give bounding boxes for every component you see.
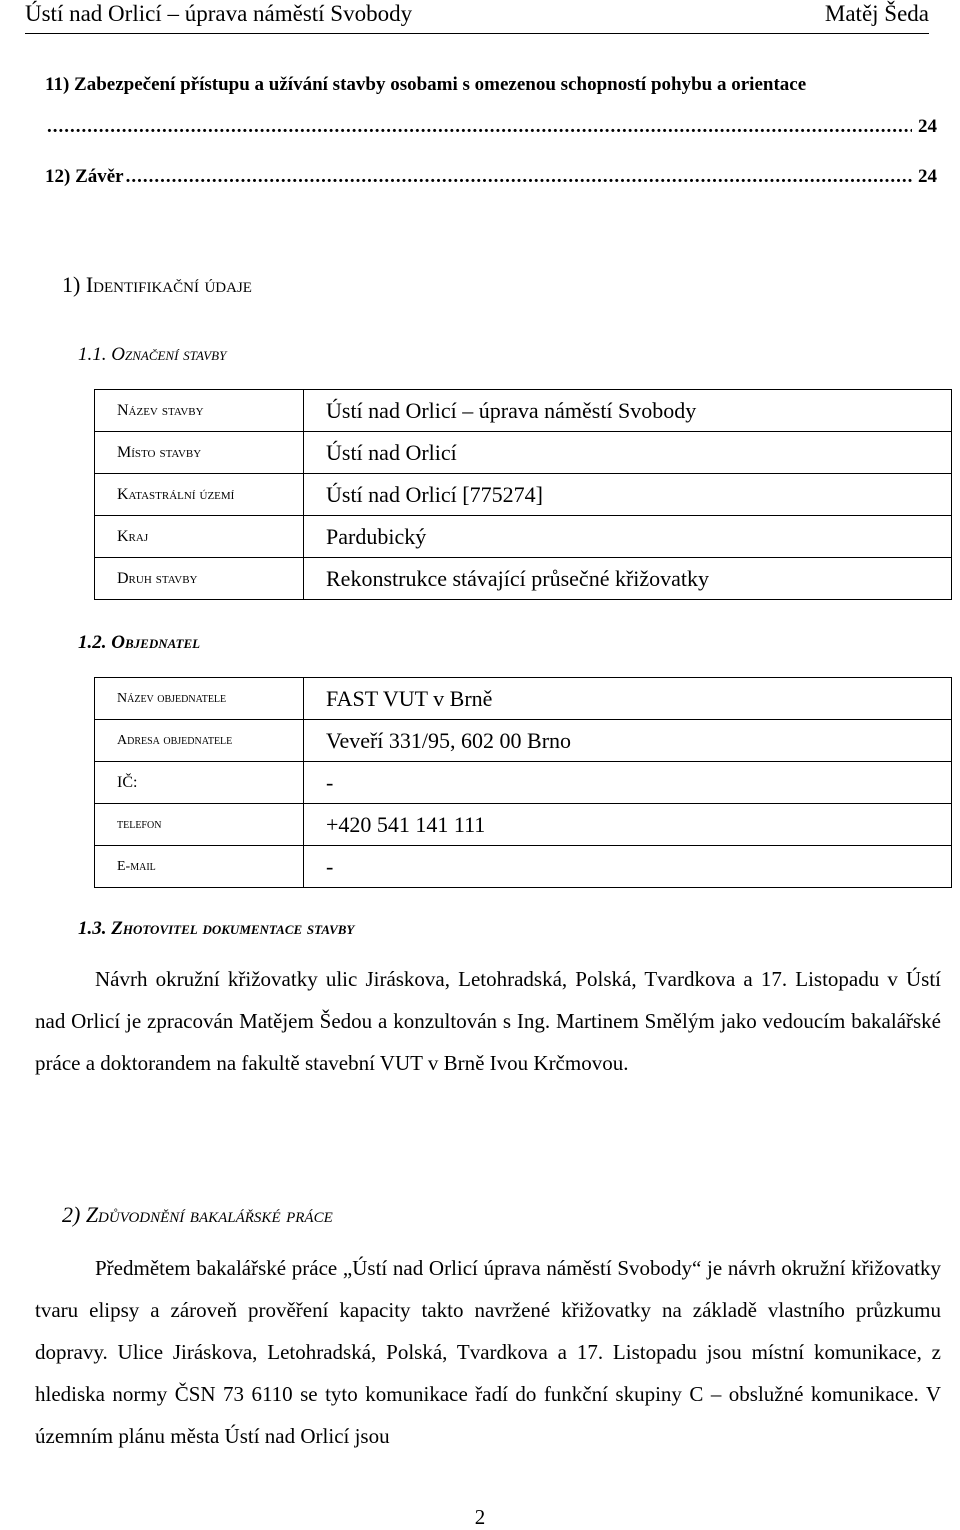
header-title: Ústí nad Orlicí – úprava náměstí Svobody xyxy=(25,1,413,26)
running-header xyxy=(0,0,960,40)
building-info-table xyxy=(94,389,952,600)
row-value: Rekonstrukce stávající průsečné křižovatky xyxy=(304,558,952,600)
client-info-table xyxy=(94,677,952,888)
table-row xyxy=(95,474,952,516)
section-1-3-heading: 1.3. Zhotovitel dokumentace stavby xyxy=(78,918,355,939)
section-1-2-heading: 1.2. Objednatel xyxy=(78,632,201,653)
table-row xyxy=(95,804,952,846)
row-value: Ústí nad Orlicí xyxy=(304,432,952,474)
section-1-3-paragraph: Návrh okružní křižovatky ulic Jiráskova, Letohradská, Polská, Tvardkova a 17. Listopadu v Ústí nad Orlicí je zpracován Matějem Šedou a konzultován s Ing. Martinem Smělým jako vedoucím bakalářské práce a doktorandem na fakultě stavební VUT v Brně Ivou Krčmovou. xyxy=(35,967,941,1075)
row-label: Kraj xyxy=(95,516,304,558)
section-2-heading: 2) Zdůvodnění bakalářské práce xyxy=(62,1202,333,1227)
row-label: Název objednatele xyxy=(95,678,304,720)
section-1-1-heading: 1.1. Označení stavby xyxy=(78,344,227,365)
header-author: Matěj Šeda xyxy=(824,1,929,26)
table-row xyxy=(95,390,952,432)
toc-item-12[interactable] xyxy=(45,166,937,188)
row-label: IČ: xyxy=(95,762,304,804)
page-number: 2 xyxy=(474,1505,486,1529)
row-label: Adresa objednatele xyxy=(95,720,304,762)
section-1-heading: 1) Identifikační údaje xyxy=(62,272,252,297)
table-row xyxy=(95,678,952,720)
row-value: Ústí nad Orlicí [775274] xyxy=(304,474,952,516)
row-label: Katastrální území xyxy=(95,474,304,516)
row-value: Ústí nad Orlicí – úprava náměstí Svobody xyxy=(304,390,952,432)
table-row xyxy=(95,762,952,804)
row-value: FAST VUT v Brně xyxy=(304,678,952,720)
header-rule xyxy=(25,33,929,34)
toc-item-11-leader[interactable] xyxy=(45,116,937,138)
toc-item-11-page: 24 xyxy=(918,116,937,137)
toc-leader-dots xyxy=(47,116,912,138)
table-row xyxy=(95,432,952,474)
row-label: E-mail xyxy=(95,846,304,888)
toc-leader-dots xyxy=(126,166,912,188)
toc-item-11-text: 11) Zabezpečení přístupu a užívání stavby osobami s omezenou schopností pohybu a orientace xyxy=(45,74,807,95)
toc-item-11[interactable] xyxy=(45,74,937,96)
row-label: telefon xyxy=(95,804,304,846)
row-label: Název stavby xyxy=(95,390,304,432)
row-label: Druh stavby xyxy=(95,558,304,600)
row-value: - xyxy=(304,762,952,804)
section-2-paragraph: Předmětem bakalářské práce „Ústí nad Orlicí úprava náměstí Svobody“ je návrh okružní křižovatky tvaru elipsy a zároveň prověření kapacity takto navržené křižovatky na základě vlastního průzkumu dopravy. Ulice Jiráskova, Letohradská, Polská, Tvardkova a 17. Listopadu jsou místní komunikace, z hlediska normy ČSN 73 6110 se tyto komunikace řadí do funkční skupiny C – obslužné komunikace. V územním plánu města Ústí nad Orlicí jsou xyxy=(35,1256,941,1448)
table-row xyxy=(95,720,952,762)
table-row xyxy=(95,516,952,558)
row-label: Místo stavby xyxy=(95,432,304,474)
table-row xyxy=(95,558,952,600)
row-value: Pardubický xyxy=(304,516,952,558)
table-row xyxy=(95,846,952,888)
toc-item-12-text: 12) Závěr xyxy=(45,166,124,187)
row-value: +420 541 141 111 xyxy=(304,804,952,846)
toc-item-12-page: 24 xyxy=(918,166,937,187)
row-value: - xyxy=(304,846,952,888)
row-value: Veveří 331/95, 602 00 Brno xyxy=(304,720,952,762)
